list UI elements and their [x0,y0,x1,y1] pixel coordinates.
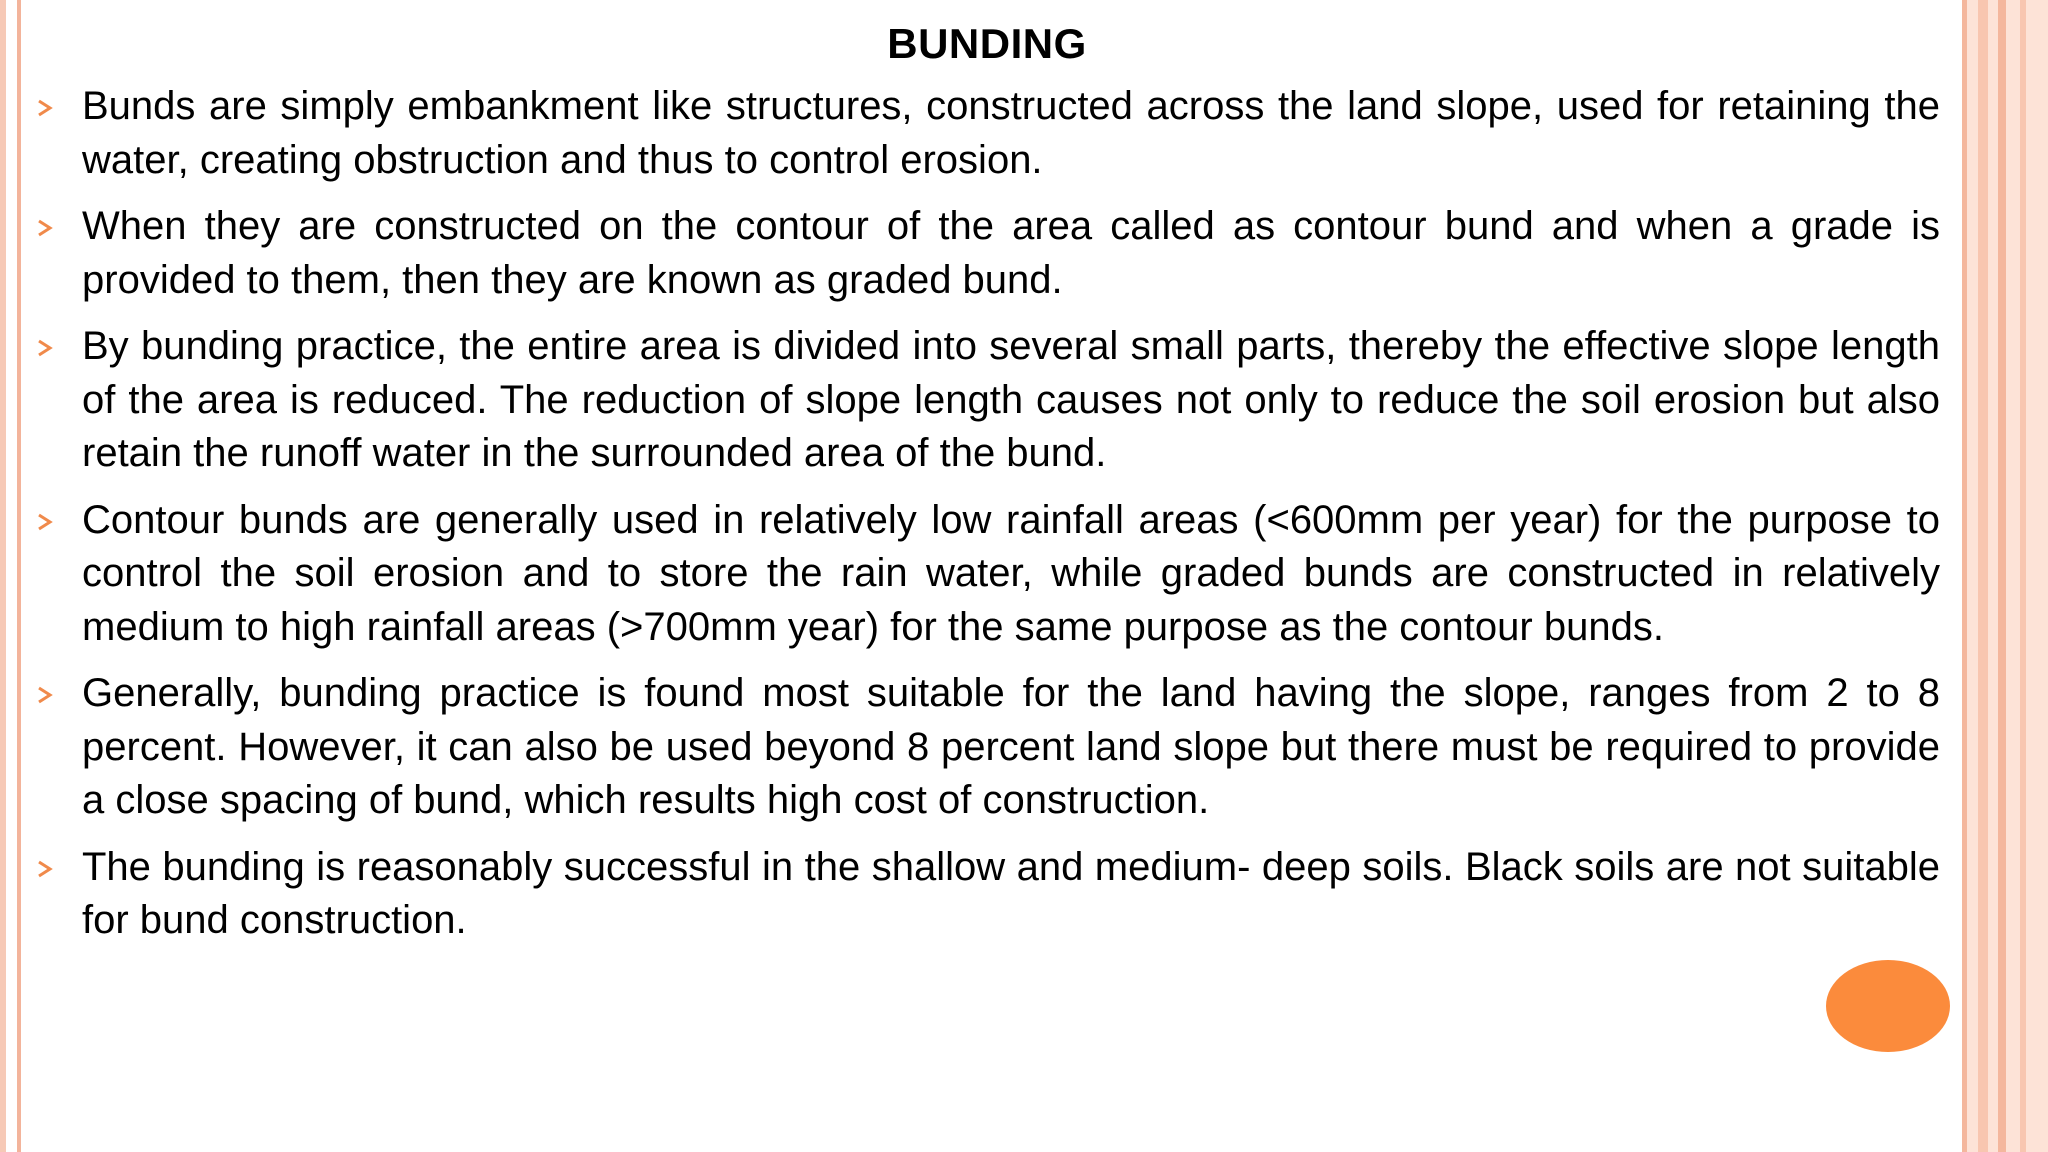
arrow-bullet-icon [36,98,54,118]
bullet-item [30,80,1940,187]
arrow-bullet-icon [36,512,54,532]
arrow-bullet-icon [36,218,54,238]
arrow-bullet-icon [36,685,54,705]
bullet-text: By bunding practice, the entire area is divided into several small parts, thereby the effective slope length of the area is reduced. The reduction of slope length causes not only to reduce the soil erosion but also retain the runoff water in the surrounded area of the bund. [82,324,1940,475]
right-stripe [1998,0,2006,1152]
right-stripe [2020,0,2026,1152]
bullet-item [30,320,1940,481]
slide-title: BUNDING [887,20,1087,67]
right-stripe [1962,0,1967,1152]
bullet-item [30,841,1940,948]
bullet-item [30,667,1940,828]
left-frame-line-inner [17,0,21,1152]
bullet-text: Contour bunds are generally used in relatively low rainfall areas (<600mm per year) for the purpose to control the soil erosion and to store the rain water, while graded bunds are constructed in relatively medium to high rainfall areas (>700mm year) for the same purpose as the contour bunds. [82,497,1940,649]
bullet-text: Bunds are simply embankment like structures, constructed across the land slope, used for retaining the water, creating obstruction and thus to control erosion. [82,84,1940,182]
bullet-list [30,80,1940,961]
right-stripe [1978,0,1988,1152]
bullet-text: Generally, bunding practice is found most suitable for the land having the slope, ranges from 2 to 8 percent. However, it can also be used beyond 8 percent land slope but there must be required to provide a close spacing of bund, which results high cost of construction. [82,671,1940,822]
bullet-text: The bunding is reasonably successful in the shallow and medium- deep soils. Black soils are not suitable for bund construction. [82,844,1940,942]
arrow-bullet-icon [36,338,54,358]
bullet-item [30,200,1940,307]
arrow-bullet-icon [36,859,54,879]
bullet-item [30,494,1940,655]
orange-circle-decoration [1826,960,1950,1052]
bullet-text: When they are constructed on the contour of the area called as contour bund and when a grade is provided to them, then they are known as graded bund. [82,204,1940,302]
left-frame-line [0,0,6,1152]
